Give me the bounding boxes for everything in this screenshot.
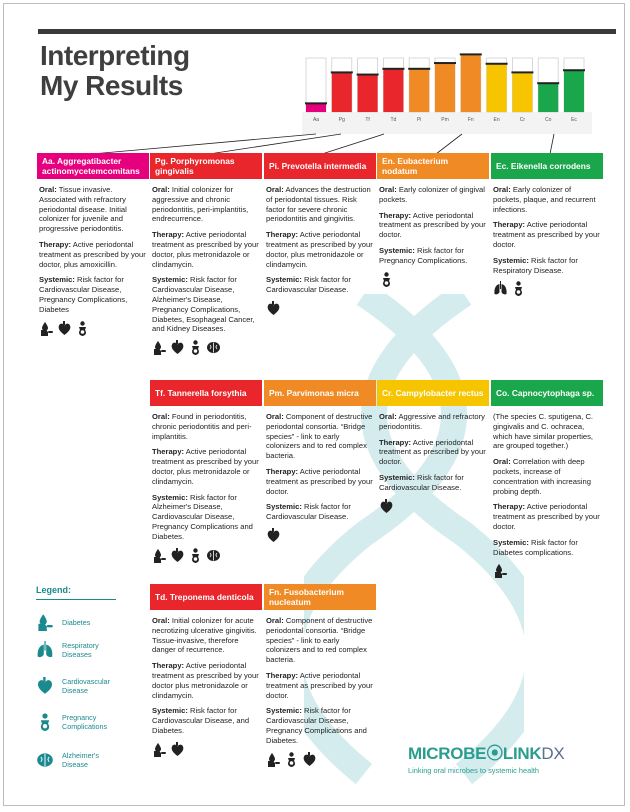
legend-item-cardiovascular <box>36 677 122 695</box>
card-header: Pi. Prevotella intermedia <box>264 153 376 179</box>
therapy-text: Active periodontal treatment as prescribed by your doctor plus metronidazole or clindamycin. <box>152 661 259 700</box>
bar-td <box>383 69 403 112</box>
bar-cap <box>563 69 585 71</box>
oral-text: Correlation with deep pockets, increase of concentration with increasing probing depth. <box>493 457 591 496</box>
tick-label-co: Co <box>544 117 552 123</box>
bar-pg <box>332 72 352 112</box>
bar-co <box>538 83 558 112</box>
card-header: Pm. Parvimonas micra <box>264 380 376 406</box>
oral-text: Tissue invasive. Associated with refractory periodontal disease. Initial colonizer for juvenile and progressive periodontitis. <box>39 185 127 234</box>
therapy-label: Therapy: <box>152 447 185 457</box>
legend <box>36 585 146 769</box>
systemic-text: Risk factor for Respiratory Disease. <box>493 255 578 275</box>
systemic-text: Risk factor for Alzheimer's Disease, Cardiovascular Disease, Pregnancy Complications and Diabetes. <box>152 492 253 541</box>
pregnancy-icon <box>188 548 203 563</box>
oral-text: Early colonizer of gingival pockets. <box>379 185 485 204</box>
card-header: Cr. Campylobacter rectus <box>377 380 489 406</box>
therapy-text: Active periodontal treatment as prescribed by your doctor. <box>379 210 486 240</box>
therapy-text: Active periodontal treatment as prescribed by your doctor. <box>266 670 373 700</box>
oral-text: Advances the destruction of periodontal tissues. Risk factor for severe chronic periodontitis and gingivitis. <box>266 185 371 224</box>
pregnancy-icon <box>75 321 90 336</box>
respiratory-icon <box>36 641 54 659</box>
systemic-label: Systemic: <box>39 275 75 285</box>
connector-line <box>436 134 462 154</box>
card-tf <box>150 380 262 563</box>
logo-link: LINK <box>502 744 542 763</box>
bar-cap <box>434 62 456 64</box>
card-header: Aa. Aggregatibacter actinomycetemcomitans <box>37 153 149 179</box>
legend-label: Diabetes <box>62 617 91 627</box>
card-fn <box>264 584 376 767</box>
bar-cap <box>305 102 327 104</box>
bar-cap <box>357 74 379 76</box>
oral-text: Component of destructive periodontal consortia. “Bridge species” - link to early colonizers and to red complex bacteria. <box>266 616 373 665</box>
systemic-text: Risk factor for Pregnancy Complications. <box>379 245 468 265</box>
oral-label: Oral: <box>493 185 511 194</box>
oral-label: Oral: <box>152 616 170 625</box>
bar-cap <box>382 68 404 70</box>
oral-label: Oral: <box>379 412 397 421</box>
therapy-label: Therapy: <box>39 239 72 249</box>
tick-label-tf: Tf <box>365 117 370 123</box>
therapy-label: Therapy: <box>493 502 526 512</box>
legend-item-alzheimers <box>36 751 122 769</box>
tick-label-aa: Aa <box>312 117 320 123</box>
systemic-text: Risk factor for Cardiovascular Disease, Alzheimer's Disease, Pregnancy Complications, Diabetes, Esophageal Cancer, and Kidney Diseases. <box>152 275 255 334</box>
intro-text: (The species C. sputigena, C. gingivalis and C. ochracea, which have similar properties, are grouped together.) <box>493 412 594 451</box>
card-aa <box>37 153 149 336</box>
systemic-text: Risk factor for Cardiovascular Disease. <box>266 502 351 522</box>
card-pg <box>150 153 262 355</box>
systemic-label: Systemic: <box>152 492 188 502</box>
connector-line <box>550 134 554 154</box>
card-header: Td. Treponema denticola <box>150 584 262 610</box>
chart-base <box>302 112 592 134</box>
card-pm <box>264 380 376 543</box>
systemic-label: Systemic: <box>379 245 415 255</box>
oral-label: Oral: <box>266 185 284 194</box>
tick-label-pg: Pg <box>338 117 345 123</box>
therapy-text: Active periodontal treatment as prescribed by your doctor. <box>266 466 373 496</box>
therapy-label: Therapy: <box>379 437 412 447</box>
card-header: Pg. Porphyromonas gingivalis <box>150 153 262 179</box>
legend-label: Pregnancy Complications <box>62 713 108 731</box>
legend-title: Legend: <box>36 585 116 600</box>
therapy-text: Active periodontal treatment as prescribed by your doctor, plus metronidazole or clindamycin. <box>152 230 259 269</box>
tick-label-pi: Pi <box>416 117 422 123</box>
legend-item-diabetes <box>36 613 122 631</box>
logo-tagline: Linking oral microbes to systemic health <box>408 766 540 775</box>
card-header: Ec. Eikenella corrodens <box>491 153 603 179</box>
bar-cap <box>460 53 482 55</box>
therapy-text: Active periodontal treatment as prescribed by your doctor. <box>493 220 600 249</box>
systemic-label: Systemic: <box>493 255 529 265</box>
legend-label: Respiratory Diseases <box>62 641 99 659</box>
bar-cap <box>511 71 533 73</box>
card-pi <box>264 153 376 316</box>
card-ec <box>491 153 603 296</box>
respiratory-icon <box>493 281 508 296</box>
title-line-1: Interpreting <box>40 40 190 71</box>
card-header: En. Eubacterium nodatum <box>377 153 489 179</box>
systemic-text: Risk factor for Diabetes complications. <box>493 537 578 557</box>
legend-item-pregnancy <box>36 713 122 731</box>
pregnancy-icon <box>36 713 54 731</box>
bar-cap <box>486 63 508 65</box>
therapy-text: Active periodontal treatment as prescribed by your doctor, plus metronidazole or clindamycin. <box>152 447 259 486</box>
cardiovascular-icon <box>170 742 185 757</box>
bar-en <box>487 64 507 112</box>
cardiovascular-icon <box>170 548 185 563</box>
diabetes-icon <box>493 563 508 578</box>
bar-ec <box>564 70 584 112</box>
legend-label: Cardiovascular Disease <box>62 677 110 695</box>
diabetes-icon <box>152 548 167 563</box>
diabetes-icon <box>39 321 54 336</box>
logo-microbe: MICROBE <box>408 744 487 763</box>
pregnancy-icon <box>284 752 299 767</box>
tick-label-fn: Fn <box>467 117 474 123</box>
bar-pi <box>409 69 429 112</box>
card-header: Tf. Tannerella forsythia <box>150 380 262 406</box>
tick-label-pm: Pm <box>441 117 449 123</box>
title-line-2: My Results <box>40 70 183 101</box>
therapy-label: Therapy: <box>266 670 299 680</box>
cardiovascular-icon <box>379 499 394 514</box>
systemic-label: Systemic: <box>266 275 302 285</box>
bar-cap <box>331 71 353 73</box>
results-chart <box>4 4 625 164</box>
microbelink-logo: MICROBE⦿LINKDX Linking oral microbes to systemic health <box>408 739 608 775</box>
systemic-label: Systemic: <box>266 502 302 512</box>
diabetes-icon <box>36 613 54 631</box>
therapy-text: Active periodontal treatment as prescribed by your doctor. <box>493 502 600 531</box>
systemic-text: Risk factor for Cardiovascular Disease, Pregnancy Complications and Diabetes. <box>266 706 367 745</box>
diabetes-icon <box>152 340 167 355</box>
systemic-text: Risk factor for Cardiovascular Disease. <box>266 275 351 295</box>
systemic-label: Systemic: <box>152 275 188 285</box>
bar-tf <box>358 75 378 112</box>
card-header: Fn. Fusobacterium nucleatum <box>264 584 376 610</box>
connector-line <box>92 134 316 154</box>
pregnancy-icon <box>511 281 526 296</box>
systemic-label: Systemic: <box>152 706 188 716</box>
cardiovascular-icon <box>266 528 281 543</box>
therapy-label: Therapy: <box>152 661 185 671</box>
systemic-text: Risk factor for Cardiovascular Disease, Pregnancy Complications, Diabetes <box>39 275 128 314</box>
systemic-label: Systemic: <box>266 706 302 716</box>
tick-label-cr: Cr <box>519 117 526 123</box>
systemic-label: Systemic: <box>493 537 529 547</box>
pregnancy-icon <box>188 340 203 355</box>
cardiovascular-icon <box>302 752 317 767</box>
cardiovascular-icon <box>57 321 72 336</box>
card-co <box>491 380 603 578</box>
bar-cap <box>537 82 559 84</box>
logo-dx: DX <box>541 744 565 763</box>
oral-text: Found in periodontitis, chronic periodontitis and peri-implantitis. <box>152 412 252 441</box>
oral-text: Component of destructive periodontal consortia. “Bridge species” - link to early colonizers and to red complex bacteria. <box>266 412 373 461</box>
alzheimers-icon <box>206 548 221 563</box>
bar-pm <box>435 63 455 112</box>
cardiovascular-icon <box>266 301 281 316</box>
oral-label: Oral: <box>493 457 511 467</box>
oral-label: Oral: <box>39 185 57 194</box>
therapy-text: Active periodontal treatment as prescribed by your doctor, plus amoxicillin. <box>39 239 146 269</box>
pregnancy-icon <box>379 272 394 287</box>
cardiovascular-icon <box>36 677 54 695</box>
card-header: Co. Capnocytophaga sp. <box>491 380 603 406</box>
tick-label-td: Td <box>390 117 397 123</box>
connector-line <box>322 134 384 154</box>
tick-label-ec: Ec <box>571 117 577 123</box>
cardiovascular-icon <box>170 340 185 355</box>
card-cr <box>377 380 489 514</box>
bar-aa <box>306 103 326 112</box>
oral-label: Oral: <box>152 412 170 421</box>
card-td <box>150 584 262 757</box>
therapy-text: Active periodontal treatment as prescribed by your doctor, plus metronidazole or clindamycin. <box>266 230 373 269</box>
therapy-label: Therapy: <box>379 210 412 220</box>
diabetes-icon <box>266 752 281 767</box>
systemic-label: Systemic: <box>379 472 415 482</box>
oral-text: Aggressive and refractory periodontitis. <box>379 412 485 431</box>
bar-fn <box>461 54 481 112</box>
legend-label: Alzheimer's Disease <box>62 751 99 769</box>
bar-cr <box>512 72 532 112</box>
bar-cap <box>408 68 430 70</box>
oral-label: Oral: <box>152 185 170 194</box>
card-en <box>377 153 489 287</box>
therapy-label: Therapy: <box>266 466 299 476</box>
diabetes-icon <box>152 742 167 757</box>
oral-text: Initial colonizer for aggressive and chronic periodontitis, peri-implantitis, endrecurrence. <box>152 185 249 224</box>
legend-item-respiratory <box>36 641 122 659</box>
oral-label: Oral: <box>266 616 284 625</box>
oral-label: Oral: <box>379 185 397 194</box>
alzheimers-icon <box>206 340 221 355</box>
oral-label: Oral: <box>266 412 284 421</box>
oral-text: Early colonizer of pockets, plaque, and recurrent infections. <box>493 185 596 214</box>
tick-label-en: En <box>493 117 500 123</box>
systemic-text: Risk factor for Cardiovascular Disease, and Diabetes. <box>152 706 250 735</box>
oral-text: Initial colonizer for acute necrotizing ulcerative gingivitis. Tissue-invasive, therefore danger of recurrence. <box>152 616 257 655</box>
alzheimers-icon <box>36 751 54 769</box>
therapy-text: Active periodontal treatment as prescribed by your doctor. <box>379 437 486 467</box>
therapy-label: Therapy: <box>152 230 185 240</box>
therapy-label: Therapy: <box>493 220 526 230</box>
systemic-text: Risk factor for Cardiovascular Disease. <box>379 472 464 492</box>
connector-line <box>209 134 341 154</box>
therapy-label: Therapy: <box>266 230 299 240</box>
